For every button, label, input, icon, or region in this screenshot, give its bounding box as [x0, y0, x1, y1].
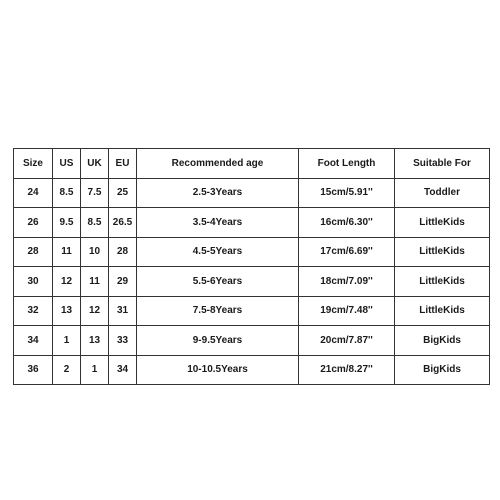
cell-foot-length: 16cm/6.30'' — [299, 208, 395, 238]
header-uk: UK — [81, 149, 109, 179]
cell-eu: 29 — [109, 267, 137, 297]
table-row — [14, 326, 490, 356]
cell-foot-length: 15cm/5.91'' — [299, 178, 395, 208]
cell-size: 24 — [14, 178, 53, 208]
header-recommended-age: Recommended age — [137, 149, 299, 179]
table-row — [14, 208, 490, 238]
cell-recommended-age: 7.5-8Years — [137, 296, 299, 326]
cell-eu: 28 — [109, 237, 137, 267]
cell-size: 28 — [14, 237, 53, 267]
cell-uk: 1 — [81, 355, 109, 385]
cell-us: 8.5 — [53, 178, 81, 208]
table-row — [14, 355, 490, 385]
cell-us: 9.5 — [53, 208, 81, 238]
cell-suitable-for: LittleKids — [395, 208, 490, 238]
cell-us: 1 — [53, 326, 81, 356]
header-row — [14, 149, 490, 179]
table-row — [14, 237, 490, 267]
cell-eu: 25 — [109, 178, 137, 208]
header-suitable-for: Suitable For — [395, 149, 490, 179]
cell-uk: 13 — [81, 326, 109, 356]
header-eu: EU — [109, 149, 137, 179]
cell-size: 32 — [14, 296, 53, 326]
cell-size: 30 — [14, 267, 53, 297]
cell-foot-length: 17cm/6.69'' — [299, 237, 395, 267]
cell-eu: 31 — [109, 296, 137, 326]
cell-uk: 8.5 — [81, 208, 109, 238]
cell-uk: 12 — [81, 296, 109, 326]
table-row — [14, 296, 490, 326]
cell-recommended-age: 5.5-6Years — [137, 267, 299, 297]
cell-foot-length: 19cm/7.48'' — [299, 296, 395, 326]
cell-recommended-age: 4.5-5Years — [137, 237, 299, 267]
table-row — [14, 178, 490, 208]
table-row — [14, 267, 490, 297]
cell-recommended-age: 2.5-3Years — [137, 178, 299, 208]
cell-suitable-for: Toddler — [395, 178, 490, 208]
cell-suitable-for: LittleKids — [395, 296, 490, 326]
cell-us: 2 — [53, 355, 81, 385]
cell-us: 13 — [53, 296, 81, 326]
cell-eu: 34 — [109, 355, 137, 385]
cell-uk: 10 — [81, 237, 109, 267]
cell-foot-length: 20cm/7.87'' — [299, 326, 395, 356]
cell-eu: 26.5 — [109, 208, 137, 238]
cell-suitable-for: BigKids — [395, 355, 490, 385]
cell-eu: 33 — [109, 326, 137, 356]
cell-uk: 11 — [81, 267, 109, 297]
cell-suitable-for: LittleKids — [395, 267, 490, 297]
cell-uk: 7.5 — [81, 178, 109, 208]
header-foot-length: Foot Length — [299, 149, 395, 179]
cell-foot-length: 21cm/8.27'' — [299, 355, 395, 385]
cell-recommended-age: 3.5-4Years — [137, 208, 299, 238]
cell-suitable-for: BigKids — [395, 326, 490, 356]
cell-size: 34 — [14, 326, 53, 356]
cell-us: 11 — [53, 237, 81, 267]
cell-suitable-for: LittleKids — [395, 237, 490, 267]
cell-recommended-age: 9-9.5Years — [137, 326, 299, 356]
cell-recommended-age: 10-10.5Years — [137, 355, 299, 385]
size-chart-table — [13, 148, 490, 385]
header-size: Size — [14, 149, 53, 179]
cell-foot-length: 18cm/7.09'' — [299, 267, 395, 297]
cell-us: 12 — [53, 267, 81, 297]
header-us: US — [53, 149, 81, 179]
cell-size: 36 — [14, 355, 53, 385]
cell-size: 26 — [14, 208, 53, 238]
